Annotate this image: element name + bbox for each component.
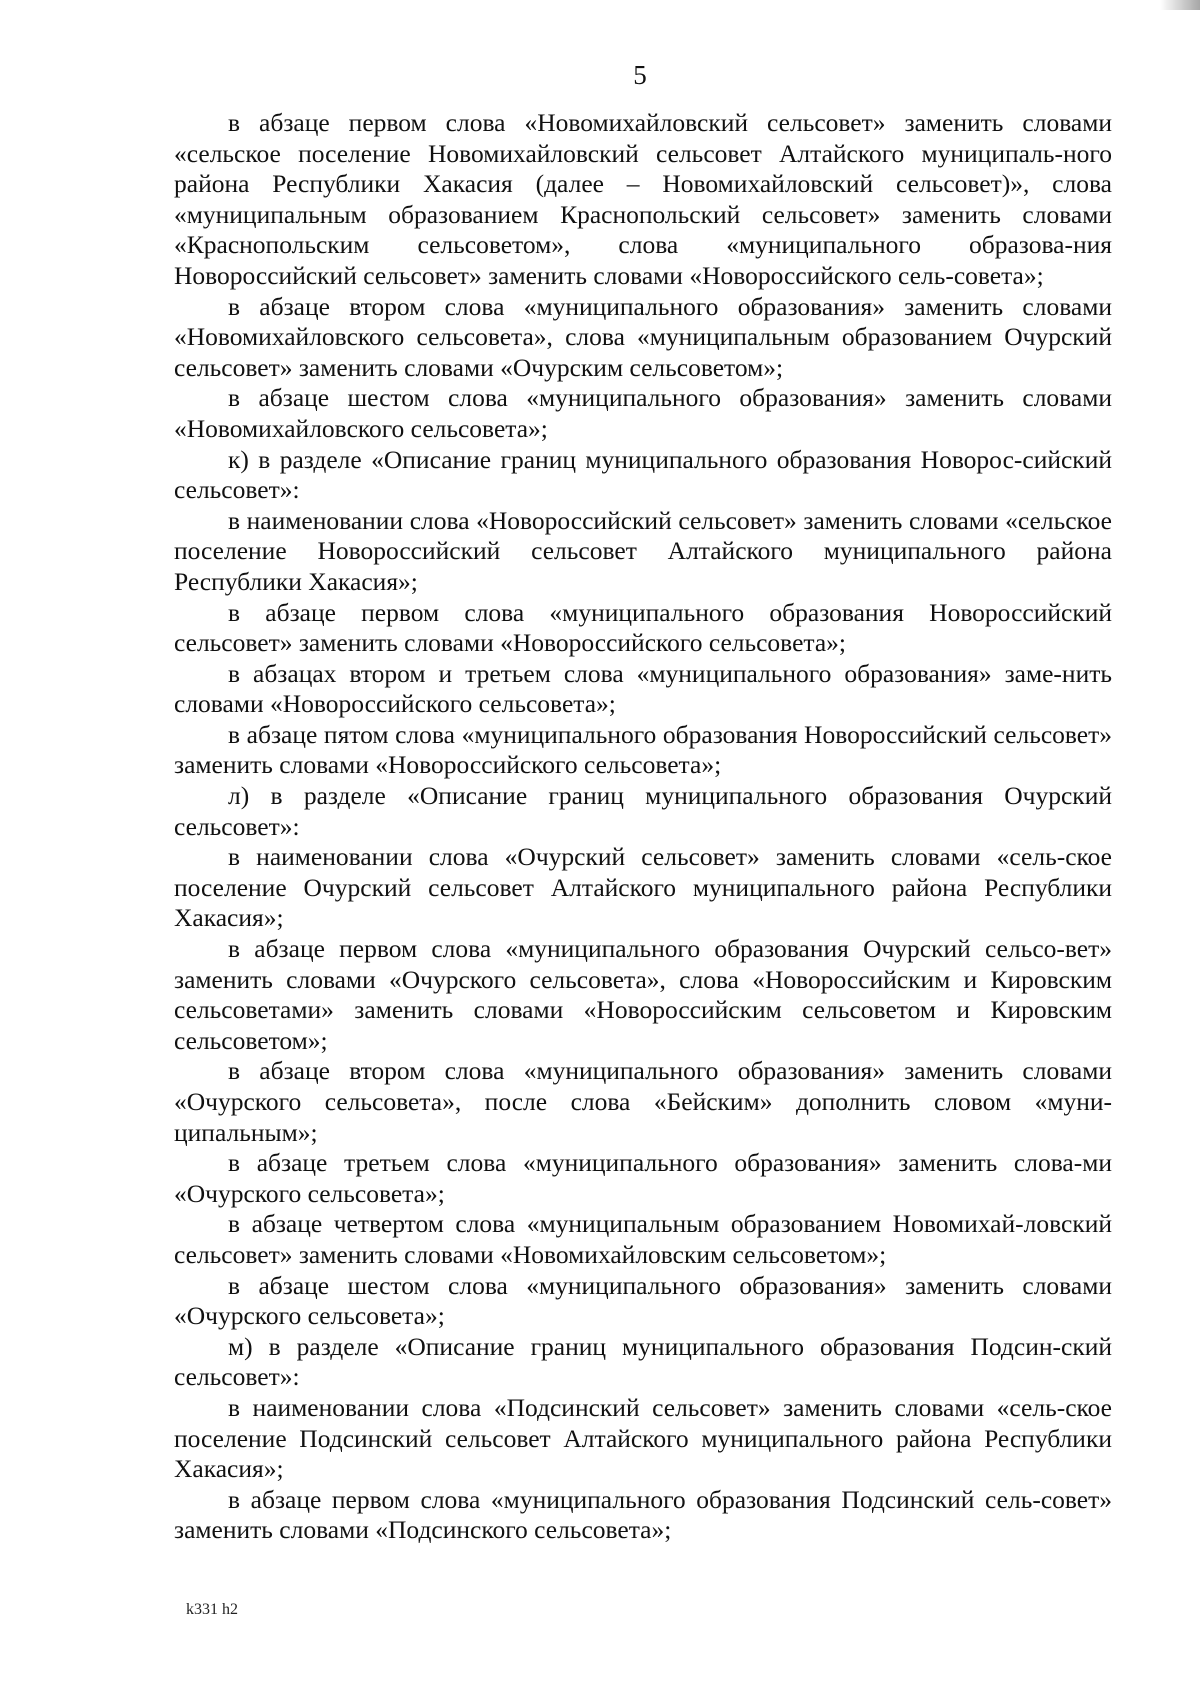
paragraph: в абзаце четвертом слова «муниципальным образованием Новомихай-ловский сельсовет» заменить словами «Новомихайловским сельсоветом»; (174, 1209, 1112, 1269)
paragraph: м) в разделе «Описание границ муниципального образования Подсин-ский сельсовет»: (174, 1331, 1112, 1392)
paragraph: в абзаце пятом слова «муниципального образования Новороссийский сельсовет» заменить словами «Новороссийского сельсовета»; (174, 719, 1112, 780)
paragraph: в абзаце втором слова «муниципального образования» заменить словами «Очурского сельсовета», после слова «Бейским» дополнить словом «муни-ципальным»; (174, 1056, 1112, 1147)
paragraph: в абзацах втором и третьем слова «муниципального образования» заме-нить словами «Новороссийского сельсовета»; (174, 658, 1112, 719)
paragraph: л) в разделе «Описание границ муниципального образования Очурский сельсовет»: (174, 781, 1112, 841)
paragraph: в абзаце первом слова «муниципального образования Подсинский сель-совет» заменить словами «Подсинского сельсовета»; (174, 1484, 1112, 1545)
scan-artifact (1160, 0, 1200, 10)
paragraph: в абзаце первом слова «Новомихайловский сельсовет» заменить словами «сельское поселение Новомихайловский сельсовет Алтайского муниципаль-ного района Республики Хакасия (далее – Новомихайловский сельсовет)», слова «муниципальным образованием Краснопольский сельсовет» заменить словами «Краснопольским сельсоветом», слова «муниципального образова-ния Новороссийский сельсовет» заменить словами «Новороссийского сель-совета»; (174, 108, 1112, 290)
paragraph: в абзаце первом слова «муниципального образования Очурский сельсо-вет» заменить словами «Очурского сельсовета», слова «Новороссийским и Кировским сельсоветами» заменить словами «Новороссийским сельсоветом и Кировским сельсоветом»; (174, 934, 1112, 1055)
paragraph: в наименовании слова «Очурский сельсовет» заменить словами «сель-ское поселение Очурский сельсовет Алтайского муниципального района Республики Хакасия»; (174, 842, 1112, 933)
paragraph: в наименовании слова «Новороссийский сельсовет» заменить словами «сельское поселение Новороссийский сельсовет Алтайского муниципального района Республики Хакасия»; (174, 505, 1112, 596)
paragraph: в наименовании слова «Подсинский сельсовет» заменить словами «сель-ское поселение Подсинский сельсовет Алтайского муниципального района Республики Хакасия»; (174, 1392, 1112, 1484)
paragraph: в абзаце втором слова «муниципального образования» заменить словами «Новомихайловского сельсовета», слова «муниципальным образованием Очурский сельсовет» заменить словами «Очурским сельсоветом»; (174, 291, 1112, 382)
document-body (174, 108, 1112, 1546)
paragraph: к) в разделе «Описание границ муниципального образования Новорос-сийский сельсовет»: (174, 444, 1112, 505)
paragraph: в абзаце шестом слова «муниципального образования» заменить словами «Очурского сельсовета»; (174, 1270, 1112, 1331)
paragraph: в абзаце первом слова «муниципального образования Новороссийский сельсовет» заменить словами «Новороссийского сельсовета»; (174, 597, 1112, 658)
page-number: 5 (633, 60, 647, 90)
paragraph: в абзаце третьем слова «муниципального образования» заменить слова-ми «Очурского сельсовета»; (174, 1148, 1112, 1208)
paragraph: в абзаце шестом слова «муниципального образования» заменить словами «Новомихайловского сельсовета»; (174, 383, 1112, 443)
document-code: k331 h2 (186, 1601, 238, 1618)
